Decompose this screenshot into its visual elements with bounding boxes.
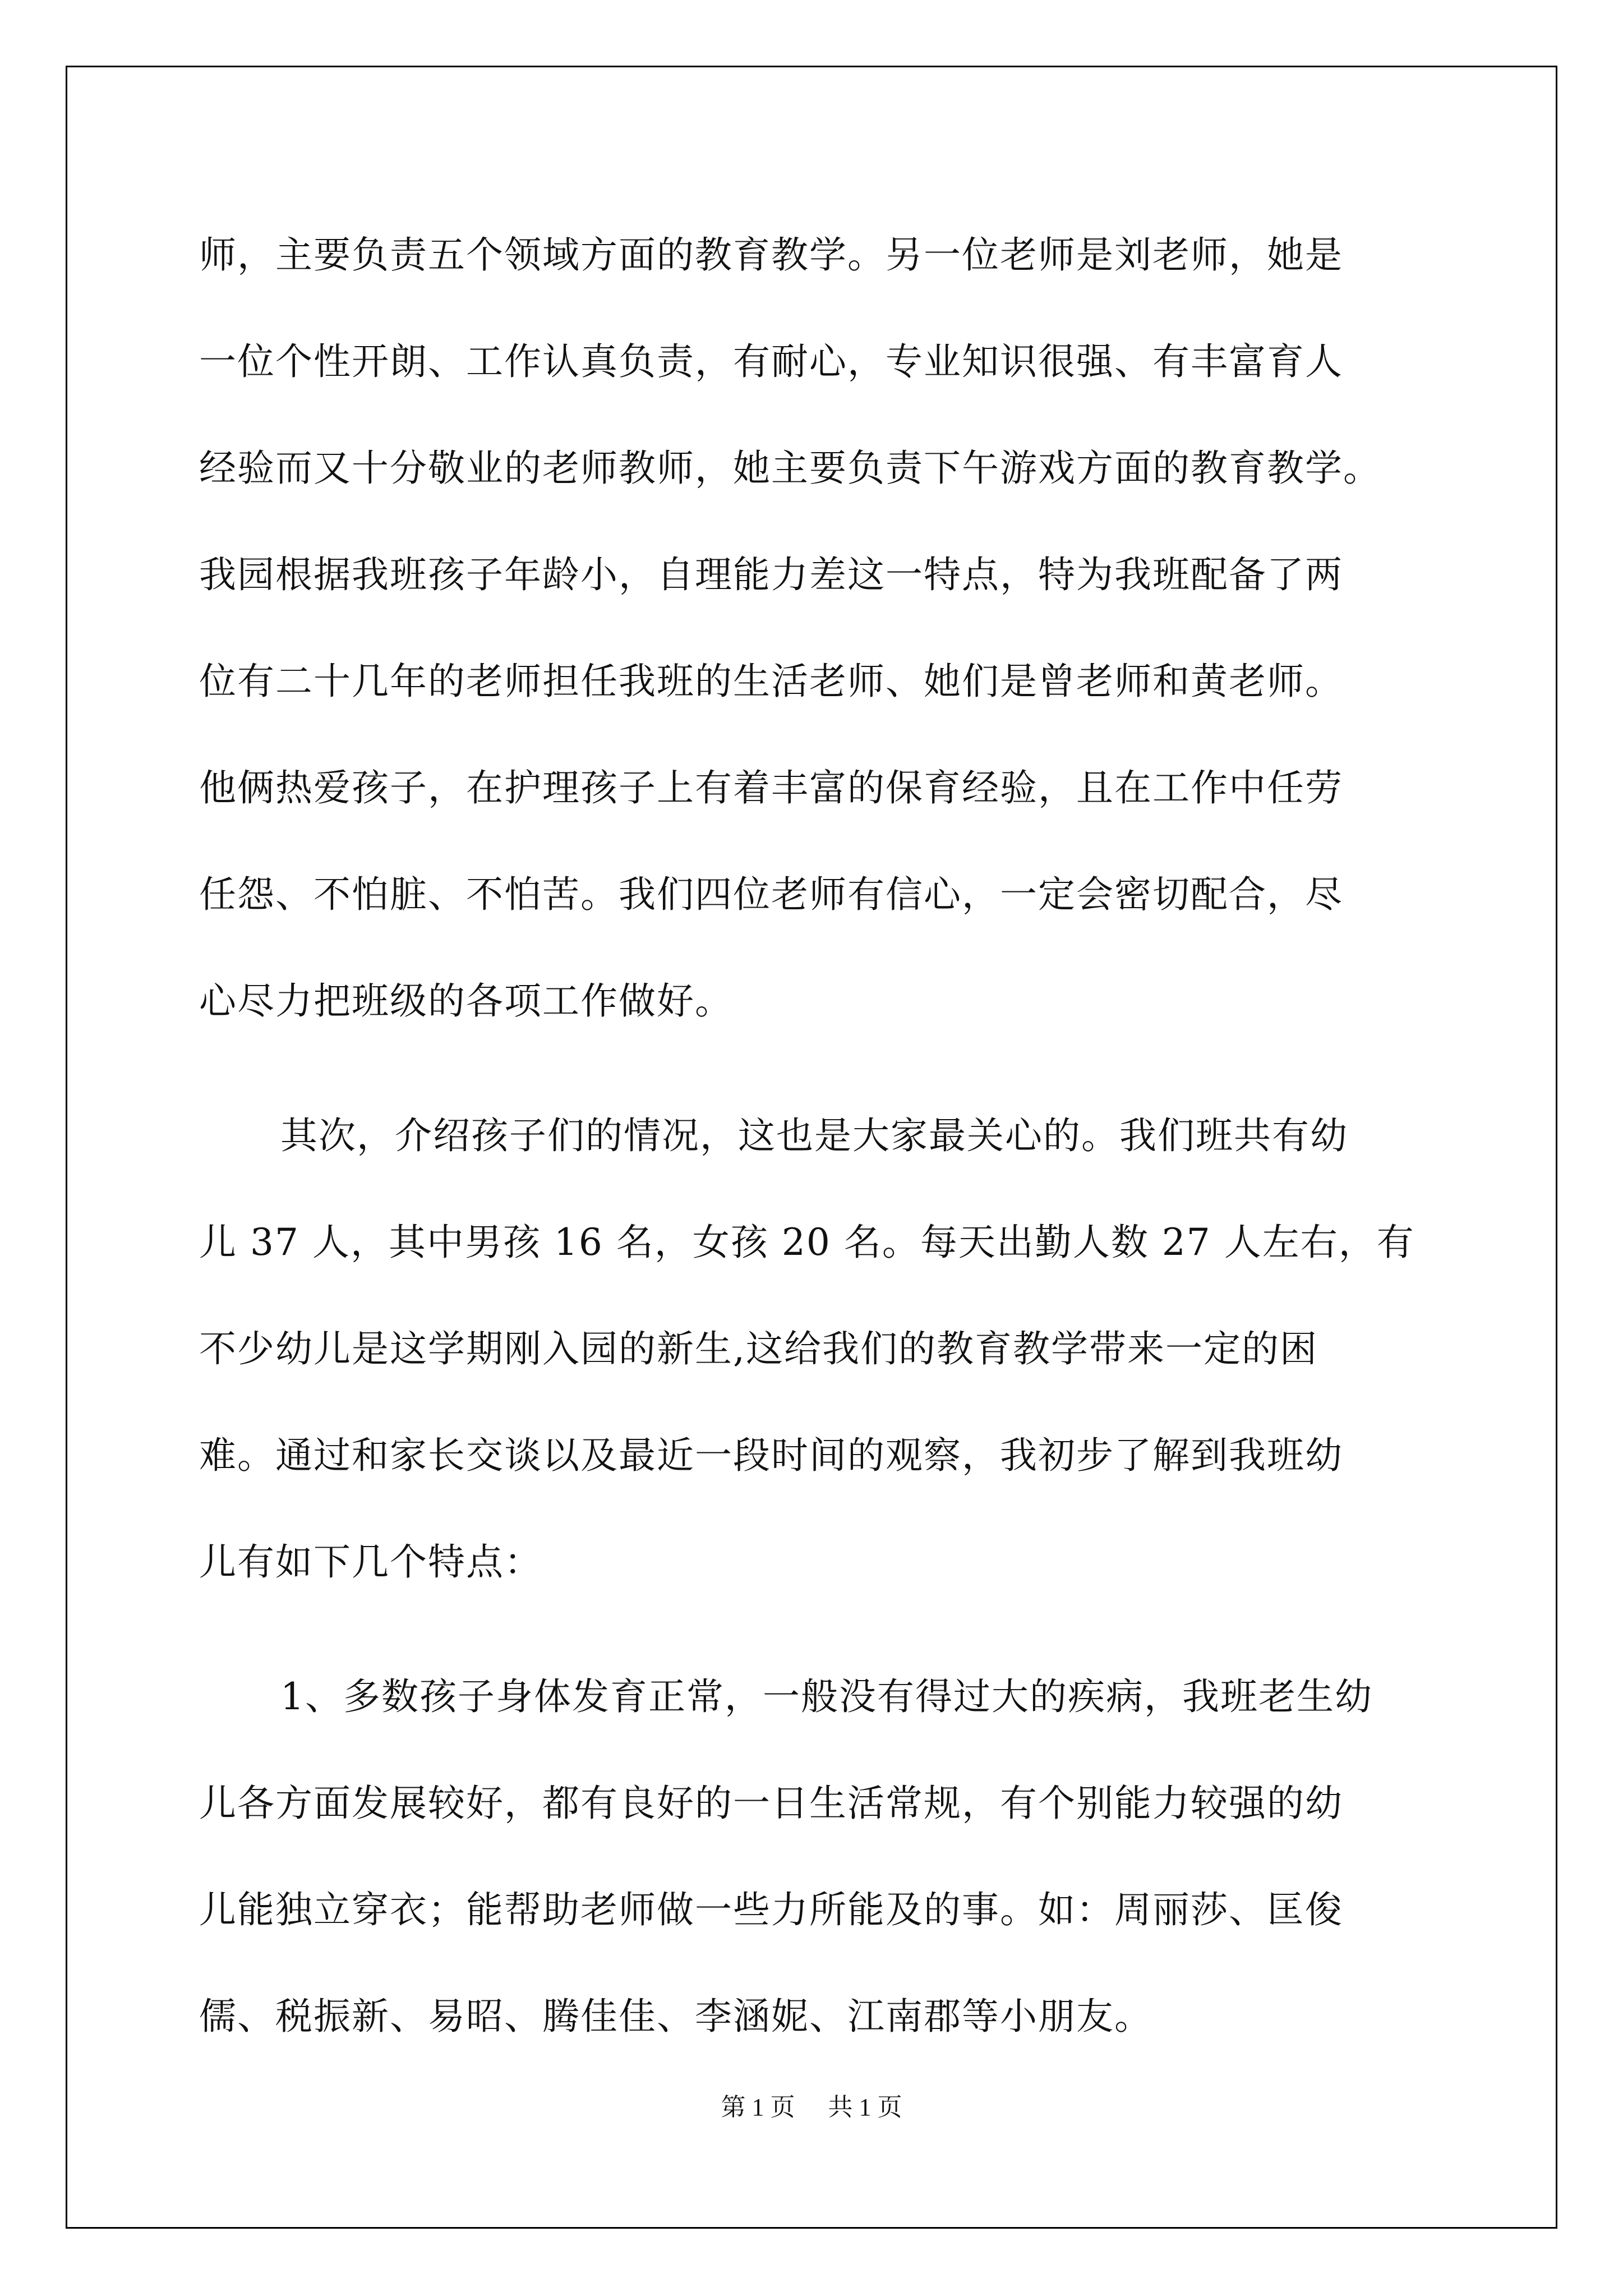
text-line: 我园根据我班孩子年龄小，自理能力差这一特点，特为我班配备了两: [199, 553, 1343, 596]
text-line: 儒、税振新、易昭、腾佳佳、李涵妮、江南郡等小朋友。: [199, 1995, 1152, 2038]
text-line: 位有二十几年的老师担任我班的生活老师、她们是曾老师和黄老师。: [199, 660, 1343, 703]
text-line: 一位个性开朗、工作认真负责，有耐心，专业知识很强、有丰富育人: [199, 340, 1343, 383]
paragraph: [199, 202, 1433, 1055]
text-line: 心尽力把班级的各项工作做好。: [199, 979, 733, 1023]
text-line: 任怨、不怕脏、不怕苦。我们四位老师有信心，一定会密切配合，尽: [199, 873, 1343, 916]
text-line: 师，主要负责五个领域方面的教育教学。另一位老师是刘老师，她是: [199, 233, 1343, 277]
text-line: 1、多数孩子身体发育正常，一般没有得过大的疾病，我班老生幼: [280, 1675, 1373, 1718]
paragraph: [199, 1083, 1433, 1616]
page-total: 共 1 页: [828, 2093, 902, 2121]
text-line: 难。通过和家长交谈以及最近一段时间的观察，我初步了解到我班幼: [199, 1434, 1343, 1477]
paragraph-gap: [199, 1055, 1433, 1083]
page-footer: [0, 2087, 1623, 2123]
text-line: 儿有如下几个特点：: [199, 1540, 542, 1584]
text-line: 儿各方面发展较好，都有良好的一日生活常规，有个别能力较强的幼: [199, 1782, 1343, 1825]
text-line: 儿 37 人，其中男孩 16 名，女孩 20 名。每天出勤人数 27 人左右，有: [199, 1221, 1415, 1264]
text-line: 不少幼儿是这学期刚入园的新生,这给我们的教育教学带来一定的困: [199, 1327, 1318, 1370]
document-body: [199, 202, 1433, 2070]
text-line: 其次，介绍孩子们的情况，这也是大家最关心的。我们班共有幼: [280, 1114, 1348, 1157]
text-line: 他俩热爱孩子，在护理孩子上有着丰富的保育经验，且在工作中任劳: [199, 766, 1343, 809]
page-number: 第 1 页: [721, 2093, 795, 2121]
paragraph: [199, 1644, 1433, 2070]
paragraph-gap: [199, 1616, 1433, 1644]
text-line: 儿能独立穿衣；能帮助老师做一些力所能及的事。如：周丽莎、匡俊: [199, 1888, 1343, 1931]
text-line: 经验而又十分敬业的老师教师，她主要负责下午游戏方面的教育教学。: [199, 447, 1381, 490]
